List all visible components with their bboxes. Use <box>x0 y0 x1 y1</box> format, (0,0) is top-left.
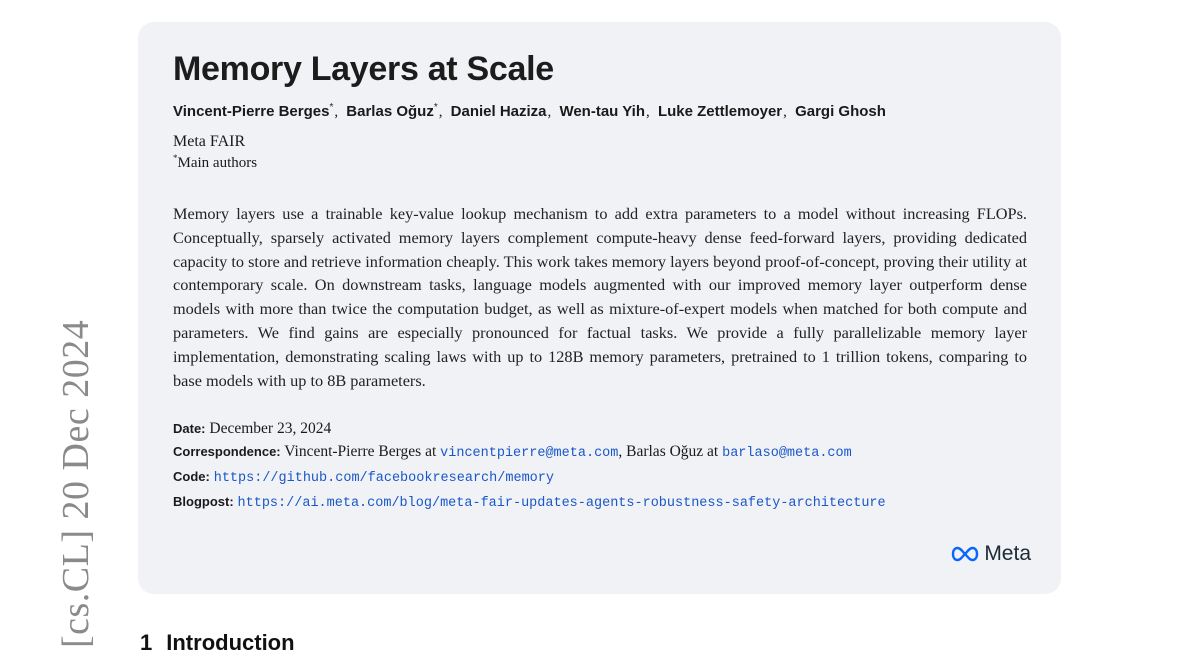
author-name: Gargi Ghosh <box>795 103 886 120</box>
author-mark: * <box>433 102 438 113</box>
section-title: Introduction <box>166 630 295 655</box>
arxiv-stamp-text: [cs.CL] 20 Dec 2024 <box>55 319 97 648</box>
author-name: Wen-tau Yih <box>559 103 646 120</box>
author-separator: , <box>783 104 787 120</box>
date-value: December 23, 2024 <box>209 420 332 438</box>
author-mark: * <box>329 102 334 113</box>
correspondence-line <box>173 440 1027 465</box>
meta-logo-text: Meta <box>984 542 1031 565</box>
footnote-text: Main authors <box>177 155 258 171</box>
blogpost-link[interactable]: https://ai.meta.com/blog/meta-fair-updates-agents-robustness-safety-architecture <box>237 496 886 512</box>
meta-logo <box>950 542 1031 566</box>
correspondence-name-2: Barlas Oğuz at <box>626 443 719 461</box>
email-link-2[interactable]: barlaso@meta.com <box>722 446 852 462</box>
author-separator: , <box>438 104 443 120</box>
correspondence-name-1: Vincent-Pierre Berges at <box>284 443 437 461</box>
author-separator: , <box>547 104 552 120</box>
blogpost-label: Blogpost: <box>173 494 234 510</box>
author-footnote <box>173 153 1027 172</box>
code-line <box>173 465 1027 490</box>
abstract: Memory layers use a trainable key-value lookup mechanism to add extra parameters to a model without increasing FLOPs. Conceptually, sparsely activated memory layers complement compute-heavy dense feed-forward layers, providing dedicated capacity to store and retrieve information cheaply. This work takes memory layers beyond proof-of-concept, proving their utility at contemporary scale. On downstream tasks, language models augmented with our improved memory layer outperform dense models with more than twice the computation budget, as well as mixture-of-expert models when matched for both compute and parameters. We find gains are especially pronounced for factual tasks. We provide a fully parallelizable memory layer implementation, demonstrating scaling laws with up to 128B memory parameters, pretrained to 1 trillion tokens, comparing to base models with up to 8B parameters. <box>173 204 1027 390</box>
correspondence-separator: , <box>618 443 623 461</box>
blogpost-line <box>173 490 1027 515</box>
author-name: Barlas Oğuz <box>346 103 434 120</box>
date-label: Date: <box>173 421 206 437</box>
author-list <box>173 102 1027 121</box>
paper-header-card <box>138 22 1061 594</box>
author-name: Luke Zettlemoyer <box>657 103 783 120</box>
author-name: Vincent-Pierre Berges <box>173 103 330 120</box>
code-link[interactable]: https://github.com/facebookresearch/memory <box>213 471 554 487</box>
author-separator: , <box>334 104 339 120</box>
correspondence-label: Correspondence: <box>173 444 281 460</box>
email-link-1[interactable]: vincentpierre@meta.com <box>440 446 619 462</box>
section-number: 1 <box>140 630 153 655</box>
affiliation: Meta FAIR <box>173 133 246 150</box>
footnote-mark: * <box>173 153 178 163</box>
code-label: Code: <box>173 469 210 485</box>
paper-title: Memory Layers at Scale <box>173 50 554 88</box>
meta-infinity-icon <box>950 545 980 563</box>
section-heading <box>140 630 295 656</box>
author-name: Daniel Haziza <box>450 103 547 120</box>
author-separator: , <box>646 104 650 120</box>
date-line <box>173 417 1027 440</box>
arxiv-stamp <box>18 70 97 648</box>
